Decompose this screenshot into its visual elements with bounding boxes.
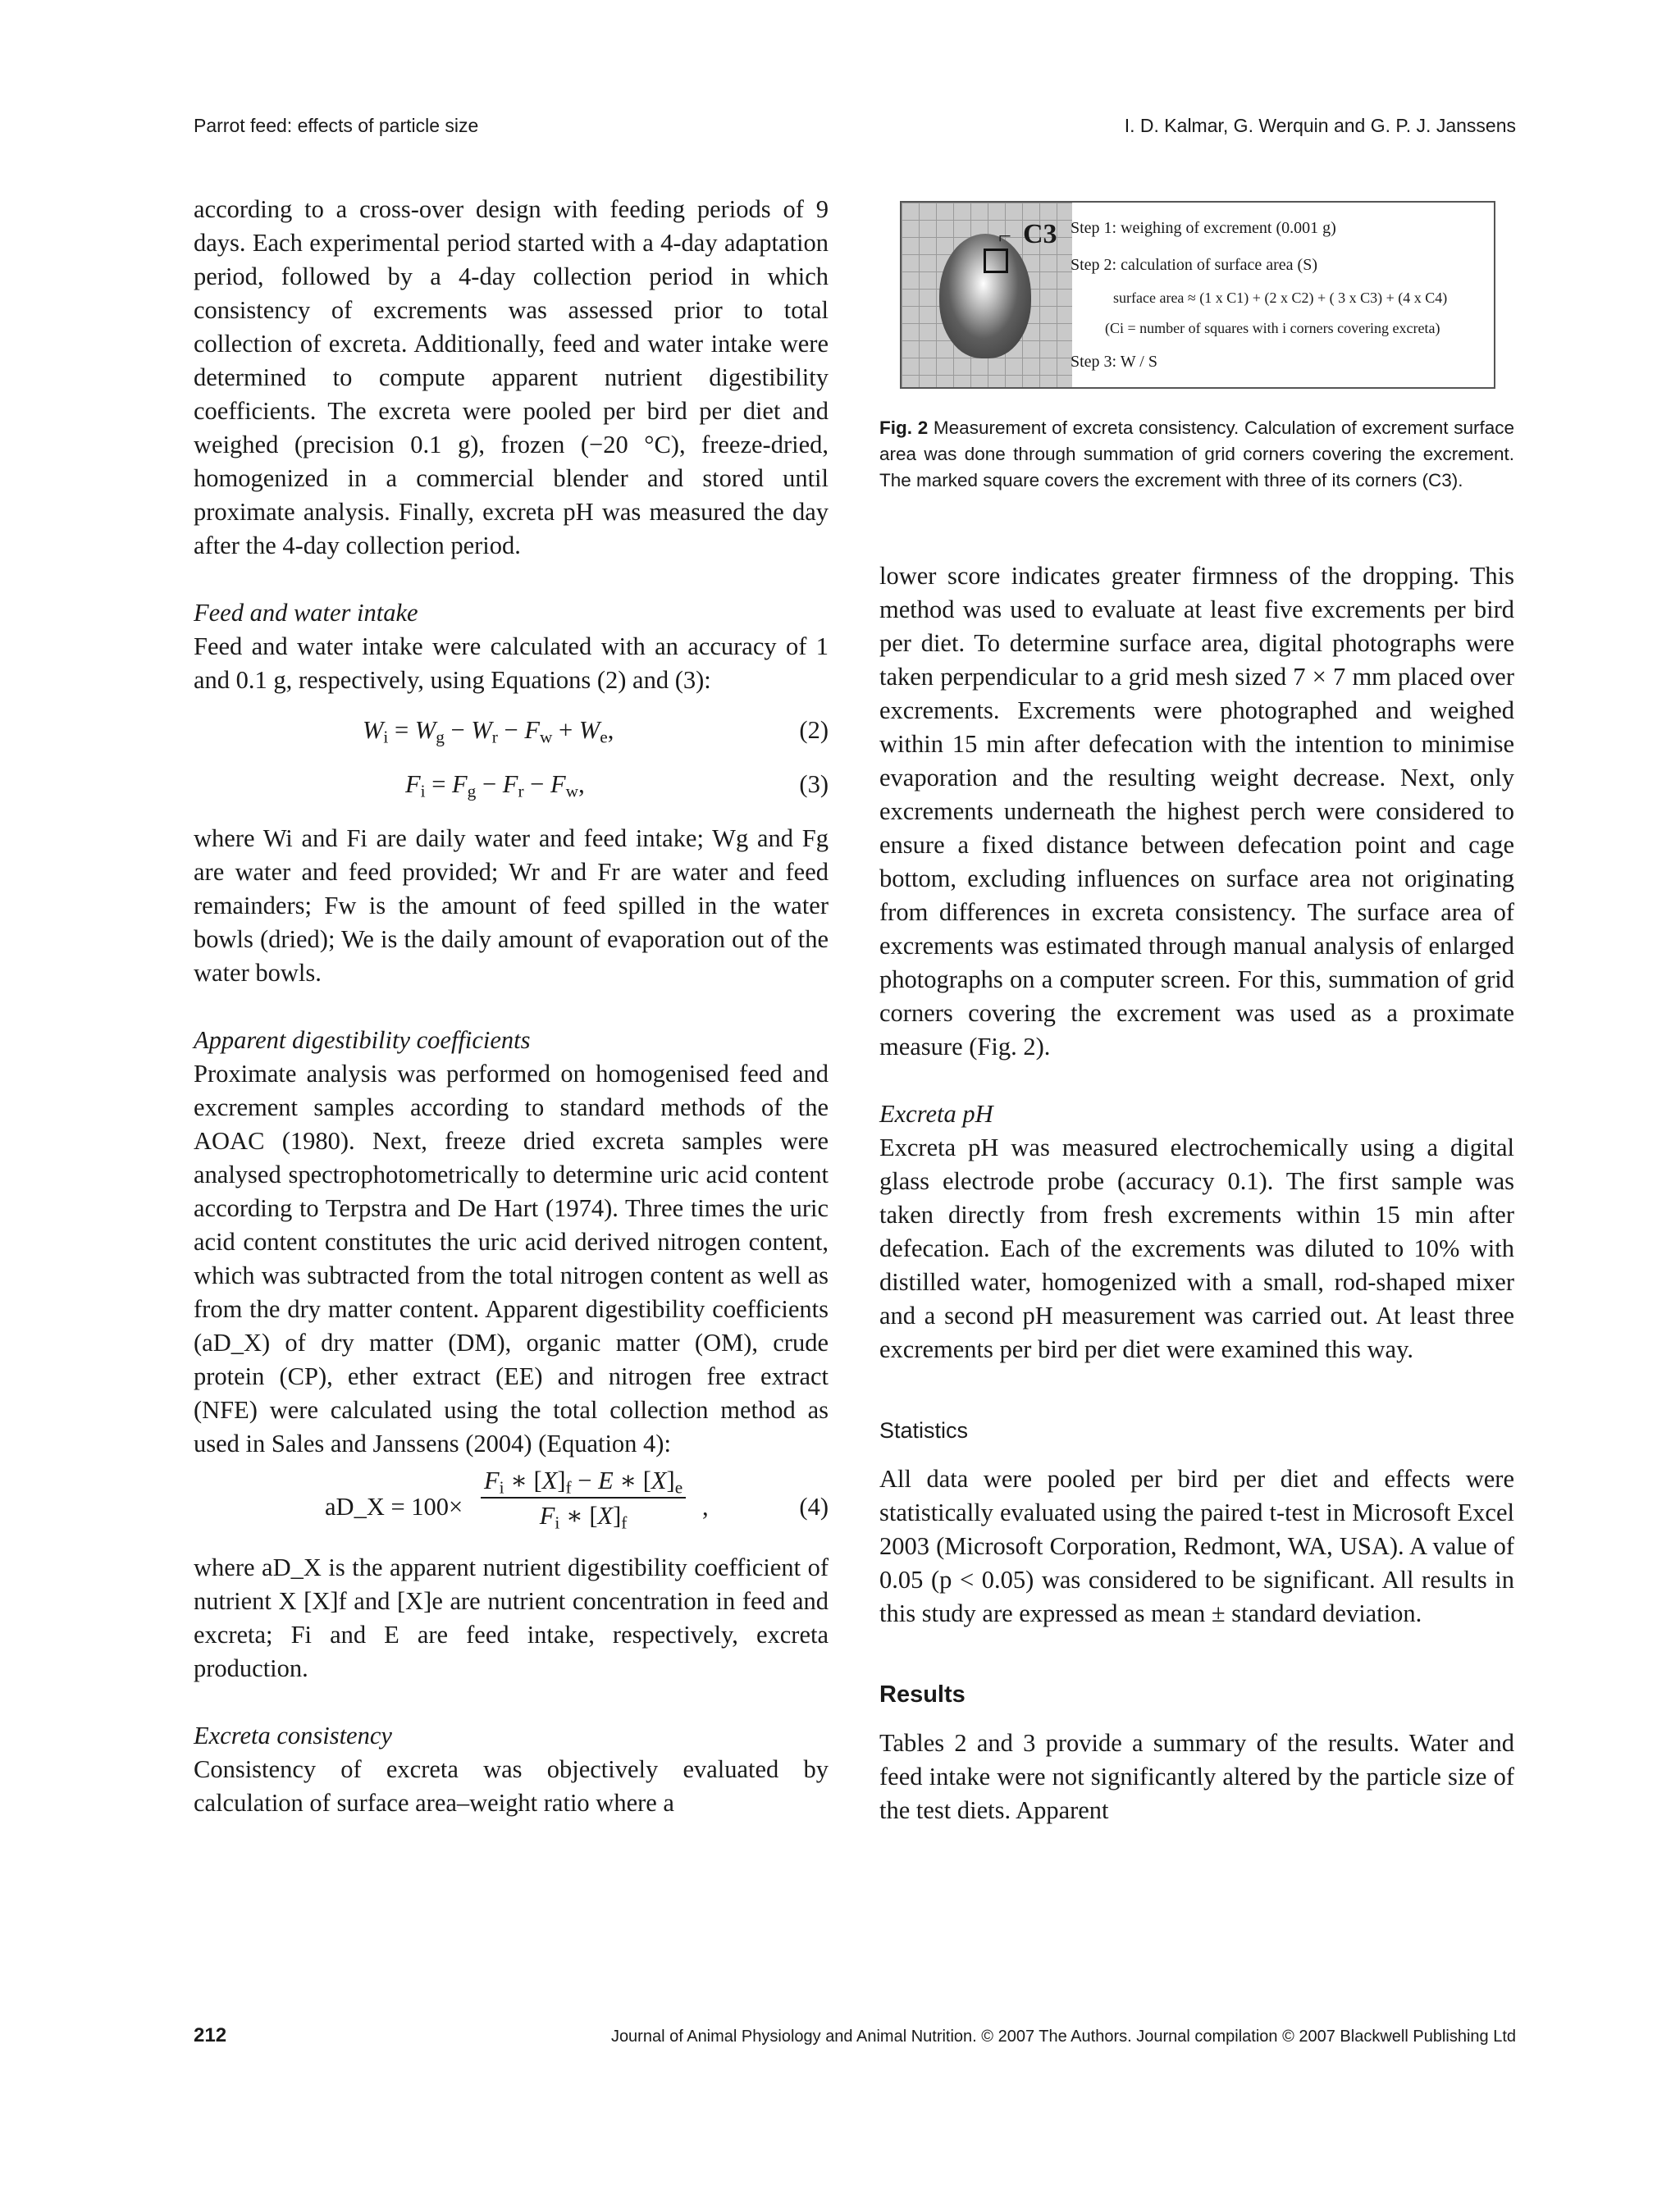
running-head-authors: I. D. Kalmar, G. Werquin and G. P. J. Janssens xyxy=(1124,115,1516,136)
corner-arrow-icon: ⌐ xyxy=(998,224,1011,249)
results-heading: Results xyxy=(879,1681,966,1708)
page-number: 212 xyxy=(194,2024,227,2046)
feed-water-heading: Feed and water intake xyxy=(194,599,418,627)
figure-step-2: Step 2: calculation of surface area (S) xyxy=(1071,256,1317,274)
c3-label: C3 xyxy=(1023,219,1057,249)
equation-3-number: (3) xyxy=(799,770,829,798)
consistency-heading: Excreta consistency xyxy=(194,1722,392,1750)
feed-water-paragraph: Feed and water intake were calculated with an accuracy of 1 and 0.1 g, respectively, using Equations (2) and (3): xyxy=(194,632,829,694)
consistency-paragraph: Consistency of excreta was objectively evaluated by calculation of surface area–weight ratio where a xyxy=(194,1755,829,1817)
equation-4-explanation: where aD_X is the apparent nutrient digestibility coefficient of nutrient X [X]f and [X]e are nutrient concentration in feed and excreta; Fi and E are feed intake, respectively, excreta production. xyxy=(194,1553,829,1682)
excrement-grid-photo xyxy=(902,203,1072,387)
marked-square xyxy=(984,249,1008,273)
equation-3: $F_i = F_g - F_r - F_w$, (3) xyxy=(194,764,829,822)
ph-heading: Excreta pH xyxy=(879,1100,993,1128)
left-column xyxy=(194,193,829,1820)
figure-step-2-formula: surface area ≈ (1 x C1) + (2 x C2) + ( 3 x C3) + (4 x C4) xyxy=(1113,290,1448,306)
equation-4-left: aD_X = 100× xyxy=(325,1493,463,1521)
equation-4: aD_X = 100× $\frac{F_i ∗ [X]_f - E ∗ [X]_e}{F_i ∗ [X]_f}$ , (4) xyxy=(194,1461,829,1551)
figure-caption-label: Fig. 2 xyxy=(879,417,929,438)
figure-step-1: Step 1: weighing of excrement (0.001 g) xyxy=(1071,219,1336,237)
figure-step-2-note: (Ci = number of squares with i corners covering excreta) xyxy=(1105,320,1440,336)
consistency-continued-paragraph: lower score indicates greater firmness of the dropping. This method was used to evaluate at least five excrements per bird per diet. To determine surface area, digital photographs were taken perpendicular to a grid mesh sized 7 × 7 mm placed over excrements. Excrements were photographed and weighed within 15 min after defecation with the intention to minimise evaporation and the resulting weight decrease. Next, only excrements underneath the highest perch were considered to ensure a fixed distance between defecation point and cage bottom, excluding influences on surface area not originating from differences in excreta consistency. The surface area of excrements was estimated through manual analysis of enlarged photographs on a computer screen. For this, summation of grid corners covering the excrement was used as a proximate measure (Fig. 2). xyxy=(879,562,1514,1061)
statistics-heading: Statistics xyxy=(879,1418,969,1443)
digestibility-paragraph: Proximate analysis was performed on homogenised feed and excrement samples according to standard methods of the AOAC (1980). Next, freeze dried excreta samples were analysed spectrophotometrically to determine uric acid content according to Terpstra and De Hart (1974). Three times the uric acid content constitutes the uric acid derived nitrogen content, which was subtracted from the total nitrogen content as well as from the dry matter content. Apparent digestibility coefficients (aD_X) of dry matter (DM), organic matter (OM), crude protein (CP), ether extract (EE) and nitrogen free extract (NFE) were calculated using the total collection method as used in Sales and Janssens (2004) (Equation 4): xyxy=(194,1060,829,1458)
ph-paragraph: Excreta pH was measured electrochemically using a digital glass electrode probe (accuracy 0.1). The first sample was taken directly from fresh excrements within 15 min after defecation. Each of the excrements was diluted to 10% with distilled water, homogenized with a small, rod-shaped mixer and a second pH measurement was carried out. At least three excrements per bird per diet were examined this way. xyxy=(879,1134,1514,1363)
running-head-title: Parrot feed: effects of particle size xyxy=(194,115,479,136)
equation-2-number: (2) xyxy=(799,716,829,744)
journal-footer: Journal of Animal Physiology and Animal Nutrition. © 2007 The Authors. Journal compilation © 2007 Blackwell Publishing Ltd xyxy=(610,2028,1516,2046)
equation-2: $W_i = W_g - W_r - F_w + W_e$, (2) xyxy=(194,697,829,764)
equation-4-number: (4) xyxy=(799,1493,829,1521)
figure-step-3: Step 3: W / S xyxy=(1071,353,1157,371)
equation-4-fraction: $\frac{F_i ∗ [X]_f - E ∗ [X]_e}{F_i ∗ [X]_f}$ xyxy=(481,1464,686,1533)
statistics-paragraph: All data were pooled per bird per diet and effects were statistically evaluated using the paired t-test in Microsoft Excel 2003 (Microsoft Corporation, Redmont, WA, USA). A value of 0.05 (p < 0.05) was considered to be significant. All results in this study are expressed as mean ± standard deviation. xyxy=(879,1465,1514,1627)
figure-2 xyxy=(900,201,1495,389)
variables-paragraph: where Wi and Fi are daily water and feed intake; Wg and Fg are water and feed provided; Wr and Fr are water and feed remainders; Fw is the amount of feed spilled in the water bowls (dried); We is the daily amount of evaporation out of the water bowls. xyxy=(194,824,829,987)
figure-caption-text: Measurement of excreta consistency. Calculation of excrement surface area was done through summation of grid corners covering the excrement. The marked square covers the excrement with three of its corners (C3). xyxy=(879,417,1514,490)
figure-caption xyxy=(879,415,1514,494)
digestibility-heading: Apparent digestibility coefficients xyxy=(194,1026,531,1054)
right-column xyxy=(879,559,1514,1827)
intro-paragraph: according to a cross-over design with feeding periods of 9 days. Each experimental period started with a 4-day adaptation period, followed by a 4-day collection period in which consistency of excrements was assessed prior to total collection of excreta. Additionally, feed and water intake were determined to compute apparent nutrient digestibility coefficients. The excreta were pooled per bird per diet and weighed (precision 0.1 g), frozen (−20 °C), freeze-dried, homogenized in a commercial blender and stored until proximate analysis. Finally, excreta pH was measured the day after the 4-day collection period. xyxy=(194,195,829,559)
results-paragraph: Tables 2 and 3 provide a summary of the results. Water and feed intake were not significantly altered by the particle size of the test diets. Apparent xyxy=(879,1729,1514,1824)
